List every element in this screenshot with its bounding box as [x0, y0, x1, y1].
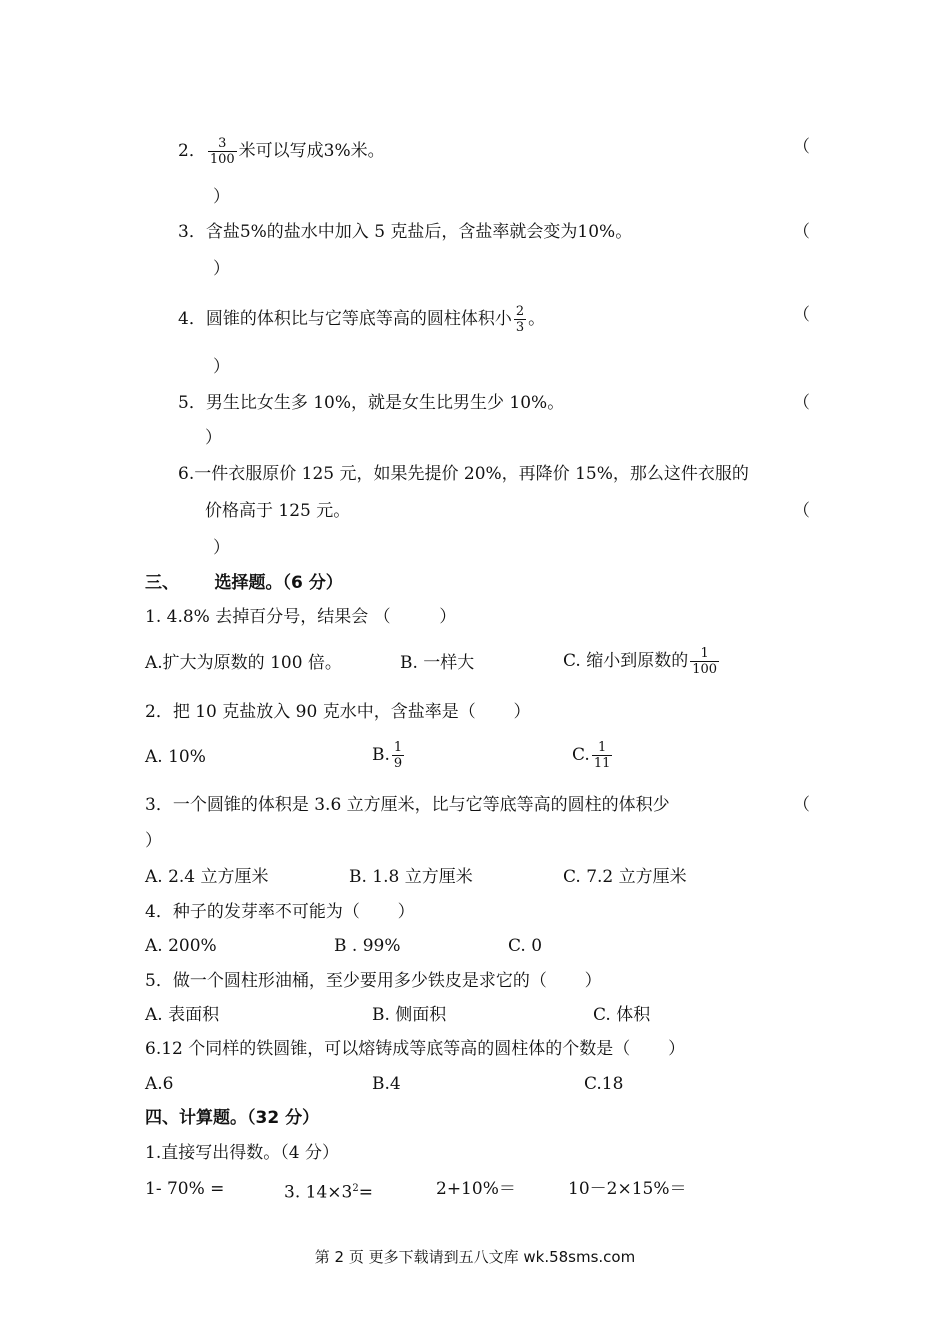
mc-q4-option-b[interactable]: B . 99% — [334, 936, 401, 956]
section4-sub1: 1.直接写出得数。（4 分） — [145, 1143, 339, 1163]
mc-q5-option-a[interactable]: A. 表面积 — [145, 1005, 220, 1025]
tf-q5-answer-open[interactable]: （ — [793, 393, 810, 413]
tf-q5: 5．男生比女生多 10%，就是女生比男生少 10%。 — [178, 393, 565, 413]
tf-q6-answer-open[interactable]: （ — [793, 501, 810, 521]
calc-expr-4: 10－2×15%＝ — [568, 1179, 687, 1199]
tf-q3-answer-close: ） — [213, 259, 230, 279]
tf-q2-text: 米可以写成3%米。 — [238, 141, 385, 161]
mc-q6-option-c[interactable]: C.18 — [584, 1074, 624, 1094]
calc-expr-1: 1- 70% = — [145, 1179, 225, 1199]
mc-q4-option-a[interactable]: A. 200% — [145, 936, 217, 956]
mc-q1-option-c[interactable]: C. 缩小到原数的 $\frac{1}{100}$ — [563, 646, 718, 677]
tf-q5-answer-close: ） — [205, 428, 222, 448]
tf-q2 — [178, 136, 385, 167]
mc-q3-option-b[interactable]: B. 1.8 立方厘米 — [349, 867, 473, 887]
tf-q6-line1: 6.一件衣服原价 125 元，如果先提价 20%，再降价 15%，那么这件衣服的 — [178, 464, 749, 484]
mc-q2-option-c[interactable]: C. $\frac{1}{11}$ — [572, 740, 611, 771]
fraction-1-9: $\frac{1}{9}$ — [393, 740, 403, 771]
mc-q3: 3．一个圆锥的体积是 3.6 立方厘米，比与它等底等高的圆柱的体积少 — [145, 795, 670, 815]
mc-q3-option-a[interactable]: A. 2.4 立方厘米 — [145, 867, 269, 887]
mc-q3-answer-close: ） — [145, 831, 162, 851]
tf-q3-answer-open[interactable]: （ — [793, 222, 810, 242]
page-footer: 第 2 页 更多下载请到五八文库 wk.58sms.com — [314, 1248, 636, 1266]
tf-q3: 3．含盐5%的盐水中加入 5 克盐后，含盐率就会变为10%。 — [178, 222, 633, 242]
mc-q6-option-b[interactable]: B.4 — [372, 1074, 401, 1094]
tf-q2-answer-open[interactable]: （ — [793, 137, 810, 157]
section3-title: 三、 选择题。（6 分） — [145, 573, 343, 593]
mc-q1: 1. 4.8% 去掉百分号，结果会 （ ） — [145, 607, 457, 627]
mc-q4: 4．种子的发芽率不可能为（ ） — [145, 902, 415, 922]
tf-q6-answer-close: ） — [213, 538, 230, 558]
section4-title: 四、计算题。（32 分） — [145, 1108, 320, 1128]
mc-q1-option-b[interactable]: B. 一样大 — [400, 653, 475, 673]
tf-q4: 4．圆锥的体积比与它等底等高的圆柱体积小 $\frac{2}{3}$ 。 — [178, 304, 546, 335]
mc-q3-answer-open[interactable]: （ — [793, 795, 810, 815]
mc-q5-option-b[interactable]: B. 侧面积 — [372, 1005, 447, 1025]
fraction-1-11: $\frac{1}{11}$ — [593, 740, 611, 771]
tf-q4-answer-open[interactable]: （ — [793, 305, 810, 325]
mc-q4-option-c[interactable]: C. 0 — [508, 936, 543, 956]
calc-expr-2: 3. $14\times 3^2=$ — [284, 1182, 373, 1203]
mc-q3-option-c[interactable]: C. 7.2 立方厘米 — [563, 867, 687, 887]
mc-q6-option-a[interactable]: A.6 — [145, 1074, 174, 1094]
mc-q5: 5．做一个圆柱形油桶，至少要用多少铁皮是求它的（ ） — [145, 971, 602, 991]
fraction-1-100: $\frac{1}{100}$ — [692, 646, 718, 677]
tf-q2-num: 2． — [178, 141, 206, 161]
fraction-2-3: $\frac{2}{3}$ — [515, 304, 525, 335]
mc-q2-option-a[interactable]: A. 10% — [145, 747, 206, 767]
tf-q2-answer-close: ） — [213, 187, 230, 207]
fraction-3-100: $\frac{3}{100}$ — [209, 136, 235, 167]
tf-q6-line2: 价格高于 125 元。 — [205, 501, 351, 521]
mc-q2-option-b[interactable]: B. $\frac{1}{9}$ — [372, 740, 403, 771]
mc-q1-option-a[interactable]: A.扩大为原数的 100 倍。 — [145, 653, 342, 673]
mc-q2: 2．把 10 克盐放入 90 克水中，含盐率是（ ） — [145, 702, 531, 722]
tf-q4-answer-close: ） — [213, 357, 230, 377]
mc-q6: 6.12 个同样的铁圆锥，可以熔铸成等底等高的圆柱体的个数是（ ） — [145, 1039, 686, 1059]
mc-q5-option-c[interactable]: C. 体积 — [593, 1005, 651, 1025]
calc-expr-3: 2+10%＝ — [436, 1179, 516, 1199]
